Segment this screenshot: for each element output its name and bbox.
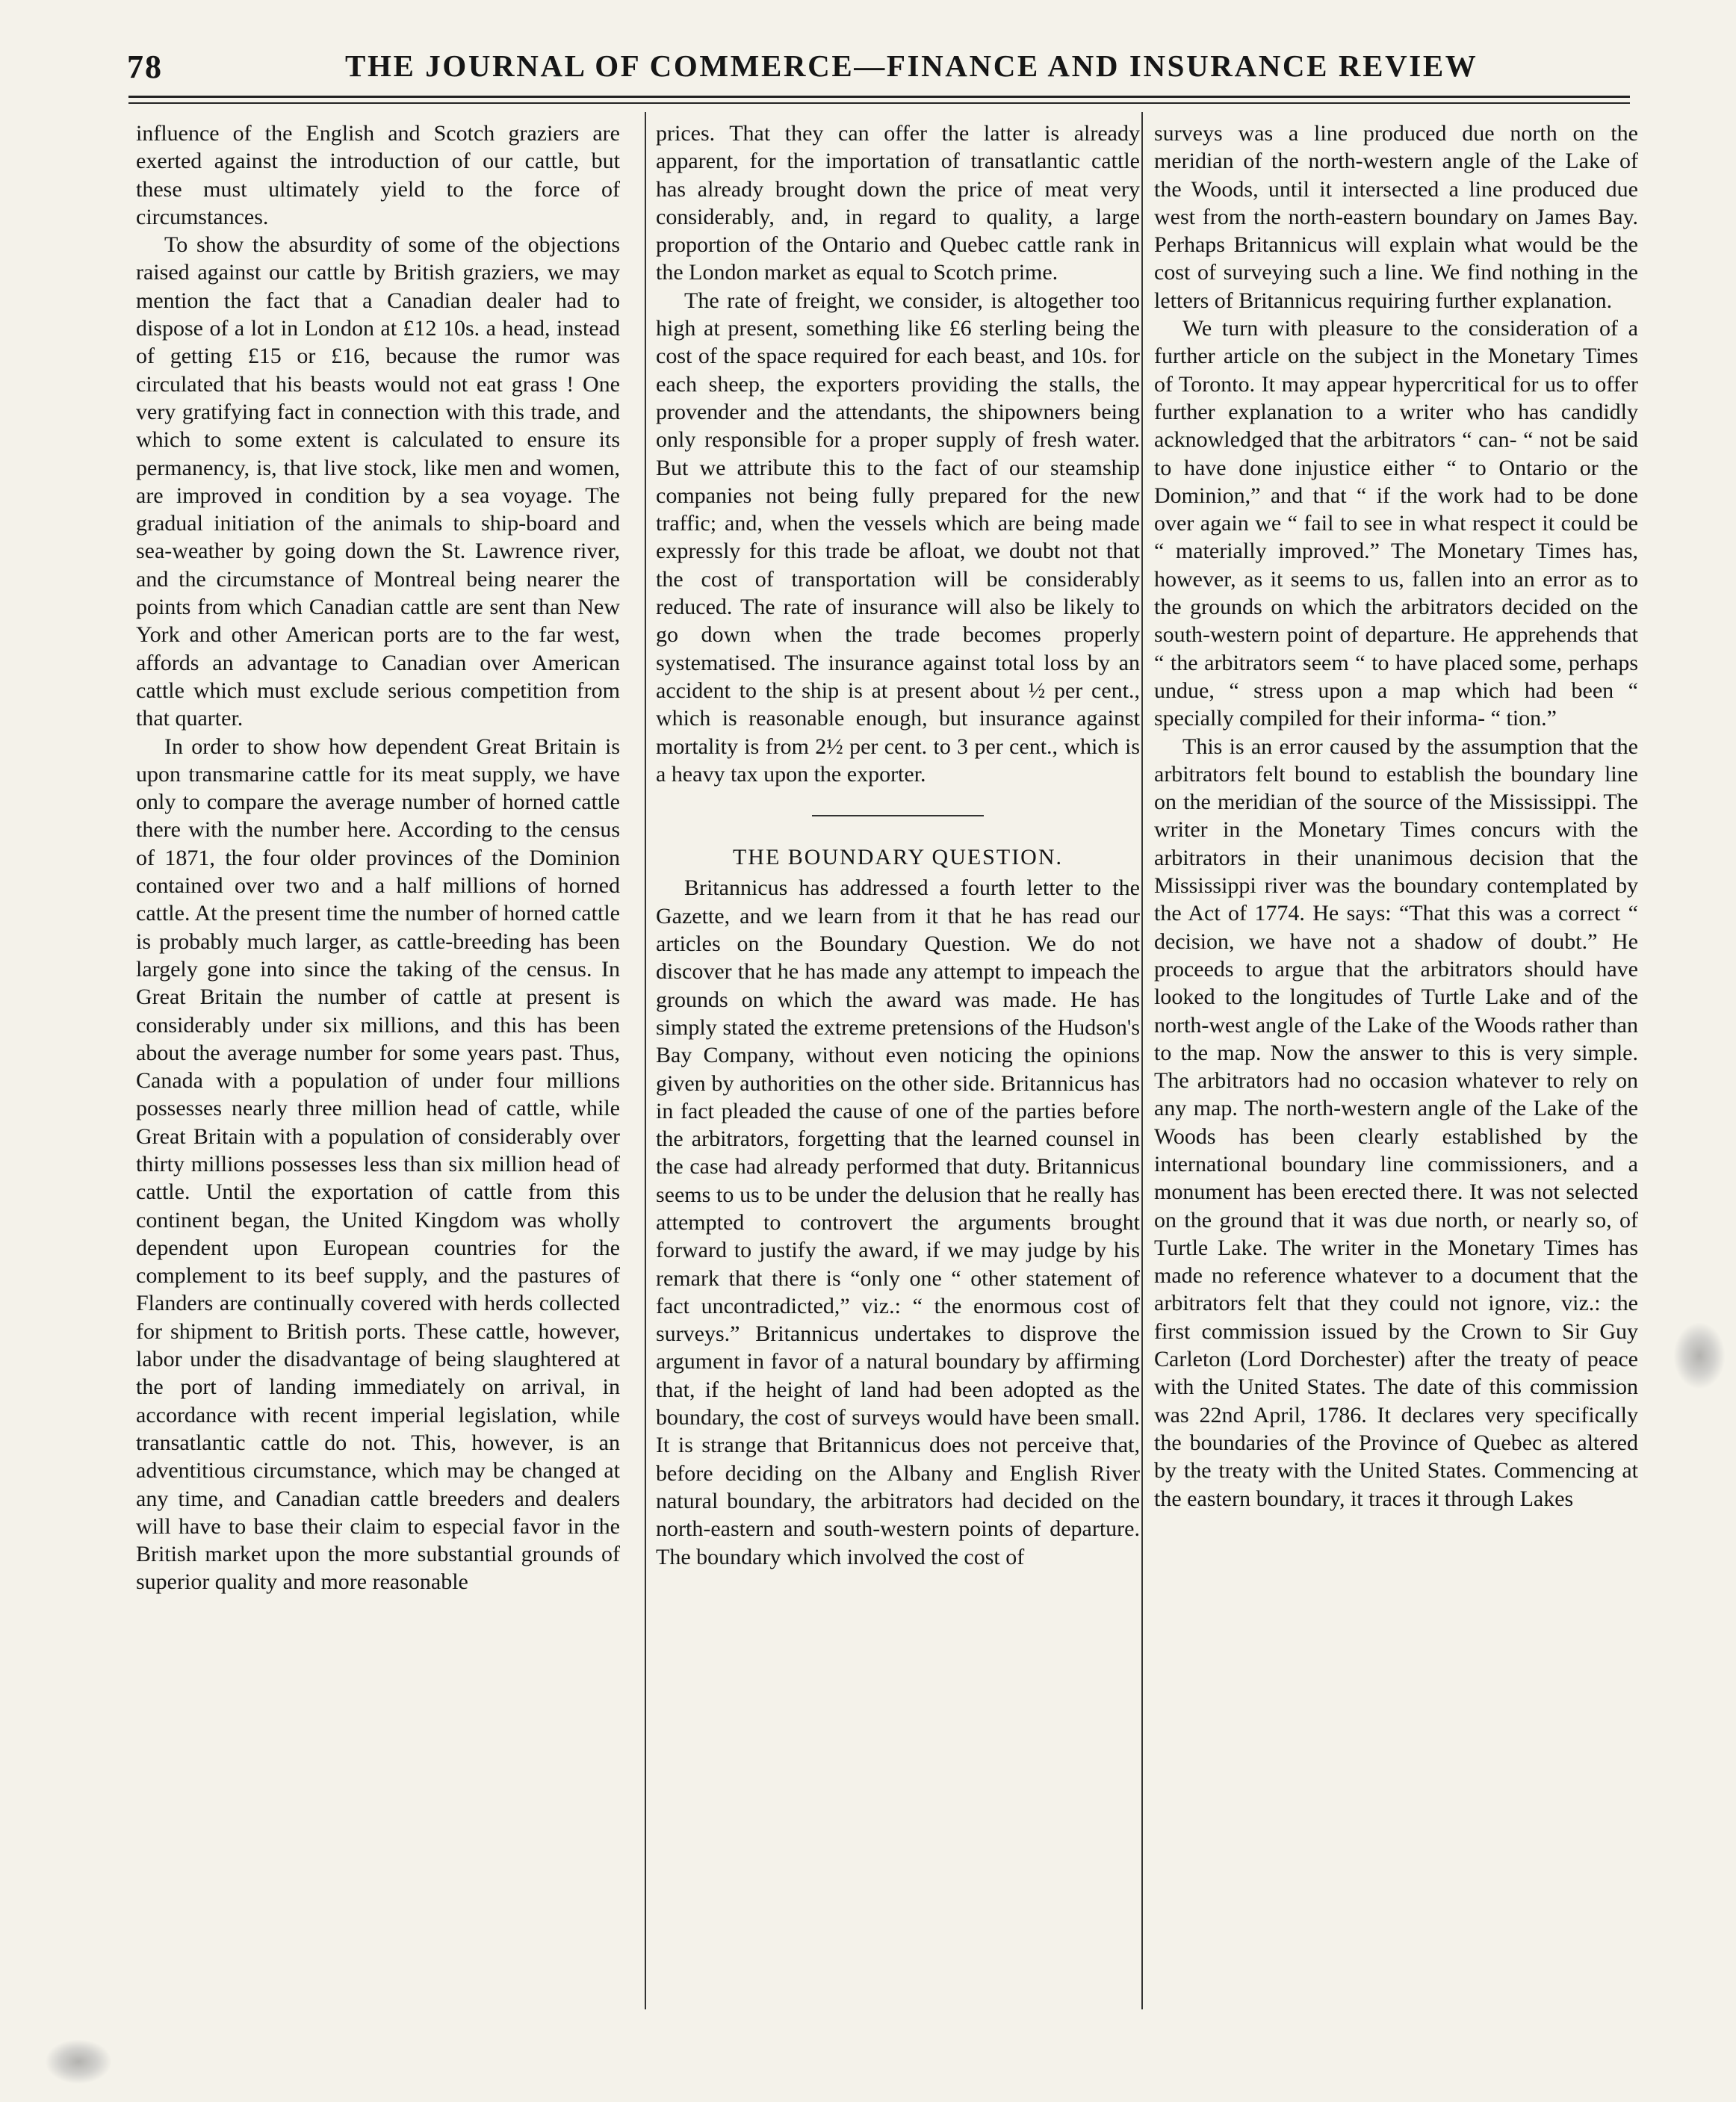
column-divider-2 — [1141, 112, 1143, 2009]
journal-title: THE JOURNAL OF COMMERCE—FINANCE AND INSURANCE REVIEW — [345, 49, 1478, 83]
column-divider-1 — [645, 112, 646, 2009]
article-column-1 — [136, 120, 620, 1596]
paragraph: prices. That they can offer the latter is already apparent, for the importation of transatlantic cattle has already brought down the price of meat very considerably, and, in regard to quality, a large proportion of the Ontario and Quebec cattle rank in the London market as equal to Scotch prime. — [656, 121, 1140, 285]
paragraph: surveys was a line produced due north on the meridian of the north-western angle of the Lake of the Woods, until it intersected a line produced due west from the north-eastern boundary on James Bay. Perhaps Britannicus will explain what would be the cost of surveying such a line. We find nothing in the letters of Britannicus requiring further explanation. — [1154, 121, 1638, 313]
paragraph: In order to show how dependent Great Britain is upon transmarine cattle for its meat supply, we have only to compare the average number of horned cattle there with the number here. According to the census of 1871, the four older provinces of the Dominion contained over two and a half millions of horned cattle. At the present time the number of horned cattle is probably much larger, as cattle-breeding has been largely gone into since the taking of the census. In Great Britain the number of cattle at present is considerably under six millions, and this has been about the average number for some years past. Thus, Canada with a population of under four millions possesses nearly three million head of cattle, while Great Britain with a population of considerably over thirty millions possesses less than six million head of cattle. Until the exportation of cattle from this continent began, the United Kingdom was wholly dependent upon European countries for the complement to its beef supply, and the pastures of Flanders are continually covered with herds collected for shipment to British ports. These cattle, however, labor under the disadvantage of being slaughtered at the port of landing immediately on arrival, in accordance with recent imperial legislation, while transatlantic cattle do not. This, however, is an adventitious circumstance, which may be changed at any time, and Canadian cattle breeders and dealers will have to base their claim to especial favor in the British market upon the more substantial grounds of superior quality and more reasonable — [136, 734, 620, 1595]
paragraph: We turn with pleasure to the consideration of a further article on the subject in the Monetary Times of Toronto. It may appear hypercritical for us to offer further explanation to a writer who has candidly acknowledged that the arbitrators “ can- “ not be said to have done injustice either “ to Ontario or the Dominion,” and that “ if the work had to be done over again we “ fail to see in what respect it could be “ materially improved.” The Monetary Times has, however, as it seems to us, fallen into an error as to the grounds on which the arbitrators decided on the south-western point of departure. He apprehends that “ the arbitrators seem “ to have placed some, perhaps undue, “ stress upon a map which had been “ specially compiled for their informa- “ tion.” — [1154, 316, 1638, 731]
paper-blemish — [1673, 1322, 1726, 1389]
page-header — [127, 43, 1636, 88]
article-column-3 — [1154, 120, 1638, 1513]
section-divider — [812, 815, 984, 816]
page-number: 78 — [127, 49, 163, 85]
paragraph: influence of the English and Scotch graziers are exerted against the introduction of our cattle, but these must ultimately yield to the force of circumstances. — [136, 121, 620, 229]
paragraph: The rate of freight, we consider, is altogether too high at present, something like £6 sterling being the cost of the space required for each beast, and 10s. for each sheep, the exporters providing the stalls, the provender and the attendants, the shipowners being only responsible for a proper supply of fresh water. But we attribute this to the fact of our steamship companies not being fully prepared for the new traffic; and, when the vessels which are being made expressly for this trade be afloat, we doubt not that the cost of transportation will be considerably reduced. The rate of insurance will also be likely to go down when the trade becomes properly systematised. The insurance against total loss by an accident to the ship is at present about ½ per cent., which is reasonable enough, but insurance against mortality is from 2½ per cent. to 3 per cent., which is a heavy tax upon the exporter. — [656, 288, 1140, 787]
section-heading: THE BOUNDARY QUESTION. — [732, 845, 1064, 870]
paragraph: This is an error caused by the assumption that the arbitrators felt bound to establish the boundary line on the meridian of the source of the Mississippi. The writer in the Monetary Times concurs with the arbitrators in their unanimous decision that the Mississippi river was the boundary contemplated by the Act of 1774. He says: “That this was a correct “ decision, we have not a shadow of doubt.” He proceeds to argue that the arbitrators should have looked to the longitudes of Turtle Lake and of the north-west angle of the Lake of the Woods rather than to the map. Now the answer to this is very simple. The arbitrators had no occasion whatever to rely on any map. The north-western angle of the Lake of the Woods has been clearly established by the international boundary line commissioners, and a monument has been erected there. It was not selected on the ground that it was due north, or nearly so, of Turtle Lake. The writer in the Monetary Times has made no reference whatever to a document that the arbitrators felt that they could not ignore, viz.: the first commission issued by the Crown to Sir Guy Carleton (Lord Dorchester) after the treaty of peace with the United States. The date of this commission was 22nd April, 1786. It declares very specifically the boundaries of the Province of Quebec as altered by the treaty with the United States. Commencing at the eastern boundary, it traces it through Lakes — [1154, 734, 1638, 1511]
article-column-2 — [656, 120, 1140, 1571]
paragraph: Britannicus has addressed a fourth letter to the Gazette, and we learn from it that he has read our articles on the Boundary Question. We do not discover that he has made any attempt to impeach the grounds on which the award was made. He has simply stated the extreme pretensions of the Hudson's Bay Company, without even noticing the opinions given by authorities on the other side. Britannicus has in fact pleaded the cause of one of the parties before the arbitrators, forgetting that the learned counsel in the case had already performed that duty. Britannicus seems to us to be under the delusion that he really has attempted to controvert the arguments brought forward to justify the award, if we may judge by his remark that there is “only one “ other statement of fact uncontradicted,” viz.: “ the enormous cost of surveys.” Britannicus undertakes to disprove the argument in favor of a natural boundary by affirming that, if the height of land had been adopted as the boundary, the cost of surveys would have been small. It is strange that Britannicus does not perceive that, before deciding on the Albany and English River natural boundary, the arbitrators had decided on the north-eastern and south-western points of departure. The boundary which involved the cost of — [656, 875, 1140, 1569]
paragraph: To show the absurdity of some of the objections raised against our cattle by British graziers, we may mention the fact that a Canadian dealer had to dispose of a lot in London at £12 10s. a head, instead of getting £15 or £16, because the rumor was circulated that his beasts would not eat grass ! One very gratifying fact in connection with this trade, and which to some extent is calculated to ensure its permanency, is, that live stock, like men and women, are improved in condition by a sea voyage. The gradual initiation of the animals to ship-board and sea-weather by going down the St. Lawrence river, and the circumstance of Montreal being nearer the points from which Canadian cattle are sent than New York and other American ports are to the far west, affords an advantage to Canadian over American cattle which must exclude serious competition from that quarter. — [136, 232, 620, 731]
paper-blemish — [45, 2039, 112, 2084]
header-rule-top — [128, 96, 1630, 98]
header-rule-bottom — [128, 102, 1630, 104]
